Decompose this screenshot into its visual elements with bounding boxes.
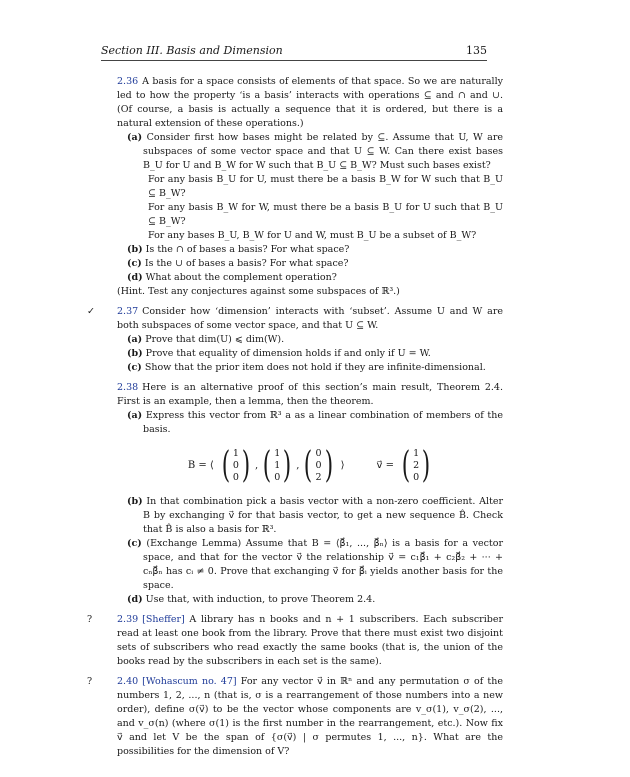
exercise-number[interactable]: 2.40	[117, 676, 139, 687]
part-text: Is the ∪ of bases a basis? For what space?	[144, 258, 349, 269]
target-vector: ( 1 2 0 )	[401, 445, 431, 486]
part-d	[127, 271, 503, 285]
entry: 0	[232, 460, 239, 471]
exercise-number[interactable]: 2.36	[117, 76, 139, 87]
part-text: Express this vector from ℝ³ a as a linear combination of members of the basis.	[143, 410, 503, 435]
exercise-text: For any vector v⃗ in ℝⁿ and any permutation σ of the numbers 1, 2, ..., n (that is, σ is a rearrangement of those numbers into a new order), define σ(v⃗) to be the vector whose components are v_σ(1), v_σ(2), ..., and v_σ(n) (where σ(1) is the first number in the rearrangement, etc.). Now fix v⃗ and let V be the span of {σ(v⃗) | σ permutes 1, ..., n}. What are the possibilities for the dimension of V?	[117, 676, 503, 757]
part-a	[127, 131, 503, 173]
exercise-2-39	[87, 613, 503, 669]
basis-vector-1: ( 1 0 0 )	[221, 445, 251, 486]
part-text: Show that the prior item does not hold if they are infinite-dimensional.	[144, 362, 486, 373]
subquestion-3: For any bases B_U, B_W for U and W, must B_U be a subset of B_W?	[148, 230, 477, 241]
part-label: (c)	[127, 362, 142, 373]
subquestion-2: For any basis B_W for W, must there be a basis B_U for U such that B_U ⊆ B_W?	[148, 202, 503, 227]
entry: 0	[232, 472, 239, 483]
entry: 1	[274, 448, 281, 459]
part-text: Use that, with induction, to prove Theorem 2.4.	[145, 594, 376, 605]
citation-link[interactable]: [Sheffer]	[142, 614, 185, 625]
running-header	[101, 44, 487, 57]
part-text: (Exchange Lemma) Assume that B = ⟨β⃗₁, ..., β⃗ₙ⟩ is a basis for a vector space, and that for the vector v⃗ the relationship v⃗ = c₁β⃗₁ + c₂β⃗₂ + ··· + cₙβ⃗ₙ has cᵢ ≠ 0. Prove that exchanging v⃗ for β⃗ᵢ yields another basis for the space.	[143, 538, 503, 591]
entry: 1	[413, 448, 420, 459]
hint: (Hint. Test any conjectures against some subspaces of ℝ³.)	[117, 286, 400, 297]
exercise-text: A library has n books and n + 1 subscribers. Each subscriber read at least one book from the library. Prove that there must exist two disjoint sets of subscribers who read exactly the same books (that is, the union of the books read by the subscribers in each set is the same).	[117, 614, 503, 667]
basis-vector-3: ( 0 0 2 )	[304, 445, 333, 486]
header-rule	[101, 60, 487, 61]
entry: 0	[315, 448, 322, 459]
exercise-intro: Consider how ‘dimension’ interacts with ‘subset’. Assume U and W are both subspaces of some vector space, and that U ⊆ W.	[117, 306, 503, 331]
entry: 0	[315, 460, 322, 471]
exercise-intro: A basis for a space consists of elements of that space. So we are naturally led to how the property ‘is a basis’ interacts with operations ⊆ and ∩ and ∪. (Of course, a basis is actually a sequence that it is ordered, but there is a natural extension of these operations.)	[117, 76, 503, 129]
exercise-number[interactable]: 2.37	[117, 306, 139, 317]
part-label: (b)	[127, 348, 143, 359]
part-c	[127, 257, 503, 271]
part-label: (a)	[127, 410, 143, 421]
entry: 1	[232, 448, 239, 459]
part-b	[127, 347, 503, 361]
page-number: 135	[466, 44, 487, 57]
basis-vector-2: ( 1 1 0 )	[262, 445, 292, 486]
part-text: Consider first how bases might be related by ⊆. Assume that U, W are subspaces of some vector space and that U ⊆ W. Can there exist bases B_U for U and B_W for W such that B_U ⊆ B_W? Must such bases exist?	[143, 132, 503, 171]
exercise-2-40	[87, 675, 503, 759]
part-label: (d)	[127, 272, 143, 283]
page-body	[87, 75, 503, 765]
part-c	[127, 361, 503, 375]
part-label: (c)	[127, 258, 142, 269]
entry: 2	[413, 460, 420, 471]
part-label: (a)	[127, 132, 143, 143]
question-mark-icon: ?	[87, 614, 93, 625]
part-text: In that combination pick a basis vector with a non-zero coefficient. Alter B by exchanging v⃗ for that basis vector, to get a new sequence B̂. Check that B̂ is also a basis for ℝ³.	[143, 496, 503, 535]
vector-label: v⃗ =	[376, 460, 395, 471]
part-text: What about the complement operation?	[145, 272, 337, 283]
part-label: (b)	[127, 244, 143, 255]
part-label: (d)	[127, 594, 143, 605]
section-title: Section III. Basis and Dimension	[101, 44, 283, 57]
part-text: Prove that equality of dimension holds if and only if U = W.	[145, 348, 431, 359]
part-label: (c)	[127, 538, 142, 549]
part-b	[127, 243, 503, 257]
part-c	[127, 537, 503, 593]
exercise-2-36	[101, 75, 503, 299]
exercise-intro: Here is an alternative proof of this section’s main result, Theorem 2.4. First is an example, then a lemma, then the theorem.	[117, 382, 503, 407]
question-mark-icon: ?	[87, 676, 93, 687]
part-label: (a)	[127, 334, 143, 345]
exercise-2-38	[101, 381, 503, 607]
exercise-number[interactable]: 2.38	[117, 382, 139, 393]
basis-label: B = ⟨	[187, 460, 214, 471]
part-text: Prove that dim(U) ⩽ dim(W).	[145, 334, 285, 345]
basis-close: ⟩	[340, 460, 345, 471]
part-text: Is the ∩ of bases a basis? For what space?	[145, 244, 350, 255]
part-a	[127, 409, 503, 437]
citation-link[interactable]: [Wohascum no. 47]	[142, 676, 237, 687]
entry: 2	[315, 472, 322, 483]
part-b	[127, 495, 503, 537]
exercise-2-37	[87, 305, 503, 375]
entry: 0	[413, 472, 420, 483]
part-label: (b)	[127, 496, 143, 507]
exercise-number[interactable]: 2.39	[117, 614, 139, 625]
part-d	[127, 593, 503, 607]
entry: 1	[274, 460, 281, 471]
check-mark-icon: ✓	[87, 306, 95, 317]
part-a	[127, 333, 503, 347]
entry: 0	[274, 472, 281, 483]
subquestion-1: For any basis B_U for U, must there be a basis B_W for W such that B_U ⊆ B_W?	[148, 174, 503, 199]
basis-equation: B = ⟨ ( 1 0 0 ) , ( 1 1 0 ) , ( 0 0 2 ) ⟩ v⃗ = ( 1 2 0 )	[117, 443, 503, 489]
